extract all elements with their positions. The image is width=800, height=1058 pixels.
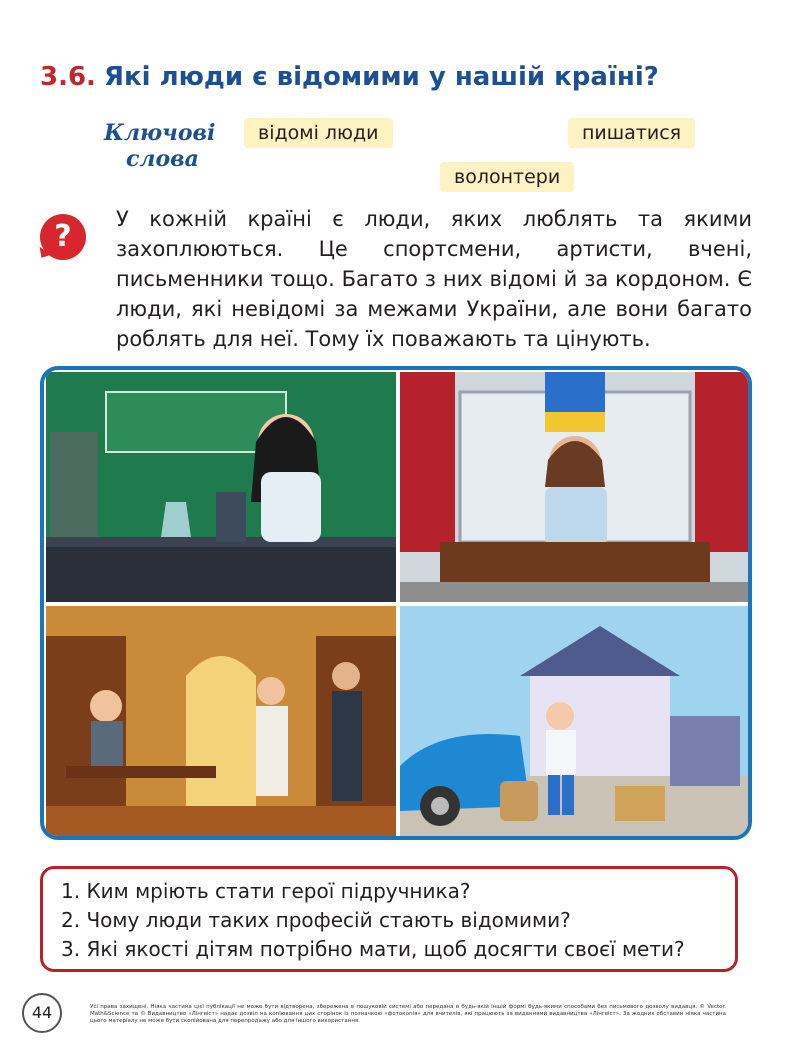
question-3: 3. Які якості дітям потрібно мати, щоб досягти своєї мети? [61, 937, 685, 961]
question-1: 1. Ким мріють стати герої підручника? [61, 879, 471, 903]
keyword-famous-people: відомі люди [244, 118, 393, 148]
section-title: Які люди є відомими у нашій країні? [103, 62, 659, 92]
keywords-label-line2: слова [126, 146, 199, 172]
library-illustration [46, 606, 396, 836]
keyword-volunteers: волонтери [440, 162, 574, 192]
keywords-label [104, 120, 215, 172]
question-mark-icon: ? [40, 214, 86, 260]
scientist-illustration [46, 372, 396, 602]
speaker-illustration [400, 372, 750, 602]
keyword-be-proud: пишатися [568, 118, 695, 148]
page-number: 44 [22, 993, 62, 1033]
keywords-label-line1: Ключові [104, 120, 216, 146]
volunteer-illustration [400, 606, 750, 836]
copyright-notice: Усі права захищені. Ніяка частина цієї публікації не може бути відтворена, збережена в пошуковій системі або передана в будь-якій іншій формі будь-якими способами без письмового дозволу видавця. © Vector. Math&Science та © Видавництво «Лінгвіст» надає дозвіл на копіювання цих сторінок із позначкою «фотокопія» для вчителів, які працюють за виданнями видавництва «Лінгвіст». За жодних обставин ніяка частина цього матеріалу не може бути скопійована для перепродажу або для іншого використання. [90, 1004, 726, 1024]
section-number: 3.6. [40, 62, 96, 92]
question-2: 2. Чому люди таких професій стають відомими? [61, 908, 571, 932]
page-title [40, 62, 659, 92]
illustration-collage [40, 366, 752, 840]
intro-paragraph: У кожній країні є люди, яких люблять та якими захоплюються. Це спортсмени, артисти, вчені, письменники тощо. Багато з них відомі й за кордоном. Є люди, які невідомі за межами України, але вони багато роблять для неї. Тому їх поважають та цінують. [116, 207, 752, 351]
questions-box [40, 866, 738, 972]
